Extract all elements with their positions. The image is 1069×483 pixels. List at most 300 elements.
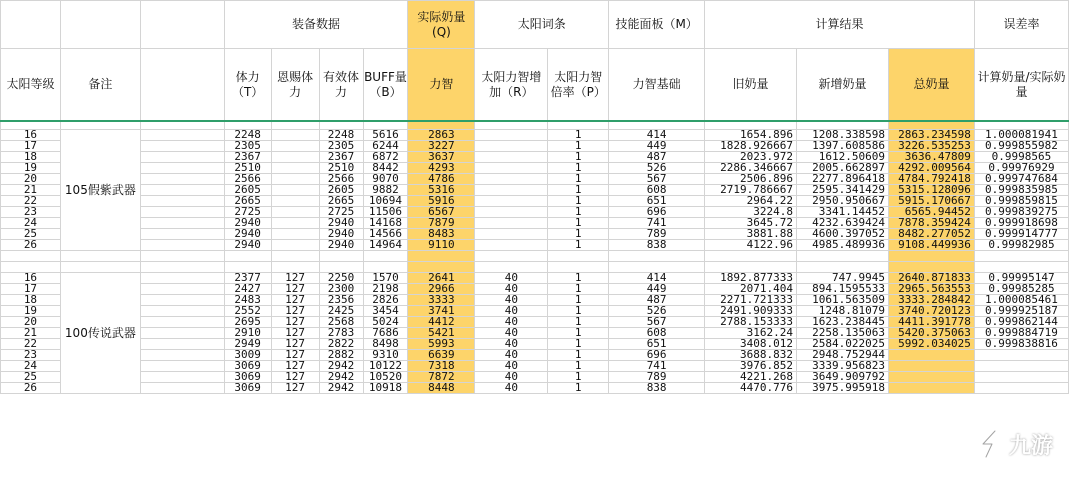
cell-_blank[interactable] (140, 163, 224, 174)
cell-b[interactable]: 9070 (363, 174, 408, 185)
cell-ratio[interactable]: 0.99976929 (974, 163, 1068, 174)
cell-p[interactable]: 1 (548, 317, 609, 328)
cell-total[interactable]: 9108.449936 (888, 240, 974, 251)
cell-new[interactable]: 1208.338598 (797, 130, 889, 141)
cell-_blank[interactable] (140, 218, 224, 229)
cell-q[interactable]: 7318 (408, 361, 475, 372)
cell-r[interactable] (475, 174, 548, 185)
cell-new[interactable]: 4232.639424 (797, 218, 889, 229)
cell-_blank[interactable] (140, 174, 224, 185)
cell-t[interactable]: 2695 (224, 317, 271, 328)
cell-lv[interactable]: 16 (1, 273, 61, 284)
cell-m[interactable]: 838 (609, 240, 705, 251)
cell-r[interactable] (475, 218, 548, 229)
cell-old[interactable]: 3688.832 (705, 350, 797, 361)
cell-g[interactable]: 127 (271, 383, 319, 394)
cell-ratio[interactable]: 0.99982985 (974, 240, 1068, 251)
cell-t[interactable]: 2483 (224, 295, 271, 306)
cell-r[interactable] (475, 152, 548, 163)
cell-p[interactable]: 1 (548, 218, 609, 229)
cell-g[interactable] (271, 207, 319, 218)
cell-total[interactable]: 3636.47809 (888, 152, 974, 163)
cell-lv[interactable]: 17 (1, 284, 61, 295)
cell-p[interactable]: 1 (548, 196, 609, 207)
cell-q[interactable]: 4412 (408, 317, 475, 328)
cell-_blank[interactable] (140, 339, 224, 350)
cell-b[interactable]: 14964 (363, 240, 408, 251)
cell-new[interactable]: 3649.909792 (797, 372, 889, 383)
cell-lv[interactable]: 24 (1, 218, 61, 229)
cell-p[interactable]: 1 (548, 163, 609, 174)
cell-_blank[interactable] (140, 306, 224, 317)
cell-g[interactable] (271, 196, 319, 207)
cell-e[interactable]: 2305 (319, 141, 363, 152)
cell-old[interactable]: 2788.153333 (705, 317, 797, 328)
cell-m[interactable]: 567 (609, 317, 705, 328)
cell-e[interactable]: 2250 (319, 273, 363, 284)
cell-ratio[interactable]: 0.999859815 (974, 196, 1068, 207)
cell-q[interactable]: 8448 (408, 383, 475, 394)
cell-_blank[interactable] (140, 295, 224, 306)
cell-total[interactable]: 5992.034025 (888, 339, 974, 350)
cell-g[interactable]: 127 (271, 284, 319, 295)
cell-r[interactable]: 40 (475, 295, 548, 306)
cell-b[interactable]: 10918 (363, 383, 408, 394)
cell-new[interactable]: 2005.662897 (797, 163, 889, 174)
cell-ratio[interactable]: 0.999855982 (974, 141, 1068, 152)
cell-old[interactable]: 3162.24 (705, 328, 797, 339)
cell-old[interactable]: 2071.404 (705, 284, 797, 295)
cell-total[interactable]: 4292.009564 (888, 163, 974, 174)
cell-ratio[interactable]: 0.999747684 (974, 174, 1068, 185)
cell-ratio[interactable] (974, 372, 1068, 383)
cell-t[interactable]: 3069 (224, 372, 271, 383)
cell-b[interactable]: 2826 (363, 295, 408, 306)
cell-old[interactable]: 2506.896 (705, 174, 797, 185)
cell-lv[interactable]: 20 (1, 174, 61, 185)
cell-t[interactable]: 2367 (224, 152, 271, 163)
cell-t[interactable]: 3069 (224, 383, 271, 394)
cell-b[interactable]: 10122 (363, 361, 408, 372)
cell-total[interactable]: 3333.284842 (888, 295, 974, 306)
cell-b[interactable]: 8498 (363, 339, 408, 350)
cell-e[interactable]: 2940 (319, 229, 363, 240)
cell-r[interactable]: 40 (475, 372, 548, 383)
cell-p[interactable]: 1 (548, 185, 609, 196)
cell-new[interactable]: 894.1595533 (797, 284, 889, 295)
cell-m[interactable]: 696 (609, 207, 705, 218)
cell-q[interactable]: 2863 (408, 130, 475, 141)
cell-p[interactable]: 1 (548, 383, 609, 394)
cell-_blank[interactable] (140, 196, 224, 207)
cell-m[interactable]: 651 (609, 339, 705, 350)
cell-old[interactable]: 3224.8 (705, 207, 797, 218)
cell-old[interactable]: 3408.012 (705, 339, 797, 350)
cell-m[interactable]: 789 (609, 229, 705, 240)
cell-old[interactable]: 2023.972 (705, 152, 797, 163)
cell-g[interactable] (271, 240, 319, 251)
cell-t[interactable]: 2605 (224, 185, 271, 196)
cell-t[interactable]: 2725 (224, 207, 271, 218)
cell-old[interactable]: 4221.268 (705, 372, 797, 383)
cell-b[interactable]: 10694 (363, 196, 408, 207)
cell-total[interactable] (888, 350, 974, 361)
cell-total[interactable]: 3740.720123 (888, 306, 974, 317)
cell-new[interactable]: 4985.489936 (797, 240, 889, 251)
cell-t[interactable]: 2940 (224, 240, 271, 251)
cell-ratio[interactable]: 0.999835985 (974, 185, 1068, 196)
cell-b[interactable]: 6244 (363, 141, 408, 152)
cell-b[interactable]: 10520 (363, 372, 408, 383)
cell-r[interactable]: 40 (475, 383, 548, 394)
cell-old[interactable]: 1892.877333 (705, 273, 797, 284)
cell-total[interactable] (888, 361, 974, 372)
cell-r[interactable]: 40 (475, 350, 548, 361)
cell-lv[interactable]: 26 (1, 383, 61, 394)
cell-g[interactable] (271, 152, 319, 163)
cell-t[interactable]: 2305 (224, 141, 271, 152)
cell-new[interactable]: 747.9945 (797, 273, 889, 284)
cell-g[interactable] (271, 185, 319, 196)
cell-b[interactable]: 6872 (363, 152, 408, 163)
cell-t[interactable]: 2940 (224, 218, 271, 229)
cell-p[interactable]: 1 (548, 350, 609, 361)
cell-e[interactable]: 2300 (319, 284, 363, 295)
cell-g[interactable]: 127 (271, 350, 319, 361)
cell-g[interactable]: 127 (271, 306, 319, 317)
cell-r[interactable]: 40 (475, 361, 548, 372)
cell-t[interactable]: 2910 (224, 328, 271, 339)
cell-total[interactable]: 5420.375063 (888, 328, 974, 339)
cell-m[interactable]: 449 (609, 284, 705, 295)
cell-p[interactable]: 1 (548, 295, 609, 306)
cell-g[interactable]: 127 (271, 372, 319, 383)
cell-old[interactable]: 4122.96 (705, 240, 797, 251)
cell-g[interactable] (271, 163, 319, 174)
cell-lv[interactable]: 18 (1, 295, 61, 306)
cell-old[interactable]: 3645.72 (705, 218, 797, 229)
cell-e[interactable]: 2882 (319, 350, 363, 361)
cell-new[interactable]: 1248.81079 (797, 306, 889, 317)
cell-e[interactable]: 2822 (319, 339, 363, 350)
cell-q[interactable]: 7879 (408, 218, 475, 229)
cell-new[interactable]: 2595.341429 (797, 185, 889, 196)
cell-new[interactable]: 4600.397052 (797, 229, 889, 240)
cell-total[interactable]: 4784.792418 (888, 174, 974, 185)
cell-ratio[interactable]: 0.999839275 (974, 207, 1068, 218)
cell-g[interactable]: 127 (271, 273, 319, 284)
cell-lv[interactable]: 22 (1, 196, 61, 207)
cell-t[interactable]: 2427 (224, 284, 271, 295)
cell-total[interactable]: 5915.170667 (888, 196, 974, 207)
cell-e[interactable]: 2725 (319, 207, 363, 218)
cell-e[interactable]: 2942 (319, 383, 363, 394)
cell-p[interactable]: 1 (548, 152, 609, 163)
cell-r[interactable]: 40 (475, 339, 548, 350)
cell-ratio[interactable]: 1.000085461 (974, 295, 1068, 306)
cell-total[interactable] (888, 383, 974, 394)
cell-m[interactable]: 608 (609, 185, 705, 196)
cell-r[interactable] (475, 240, 548, 251)
cell-q[interactable]: 7872 (408, 372, 475, 383)
cell-_blank[interactable] (140, 317, 224, 328)
cell-b[interactable]: 2198 (363, 284, 408, 295)
cell-q[interactable]: 3637 (408, 152, 475, 163)
cell-p[interactable]: 1 (548, 284, 609, 295)
cell-_blank[interactable] (140, 207, 224, 218)
cell-ratio[interactable] (974, 350, 1068, 361)
cell-g[interactable] (271, 141, 319, 152)
cell-_blank[interactable] (140, 240, 224, 251)
cell-ratio[interactable]: 0.9998565 (974, 152, 1068, 163)
cell-total[interactable]: 7878.359424 (888, 218, 974, 229)
cell-p[interactable]: 1 (548, 306, 609, 317)
cell-total[interactable]: 3226.535253 (888, 141, 974, 152)
cell-m[interactable]: 789 (609, 372, 705, 383)
cell-new[interactable]: 2950.950667 (797, 196, 889, 207)
cell-t[interactable]: 2510 (224, 163, 271, 174)
cell-total[interactable]: 4411.391778 (888, 317, 974, 328)
cell-p[interactable]: 1 (548, 372, 609, 383)
cell-_blank[interactable] (140, 130, 224, 141)
cell-r[interactable] (475, 185, 548, 196)
cell-t[interactable]: 2377 (224, 273, 271, 284)
cell-_blank[interactable] (140, 350, 224, 361)
cell-r[interactable] (475, 207, 548, 218)
cell-p[interactable]: 1 (548, 361, 609, 372)
cell-_blank[interactable] (140, 152, 224, 163)
cell-m[interactable]: 526 (609, 163, 705, 174)
cell-total[interactable]: 6565.94452 (888, 207, 974, 218)
cell-old[interactable]: 4470.776 (705, 383, 797, 394)
cell-m[interactable]: 414 (609, 273, 705, 284)
cell-old[interactable]: 1654.896 (705, 130, 797, 141)
cell-m[interactable]: 449 (609, 141, 705, 152)
cell-p[interactable]: 1 (548, 273, 609, 284)
cell-q[interactable]: 4786 (408, 174, 475, 185)
cell-p[interactable]: 1 (548, 229, 609, 240)
cell-e[interactable]: 2605 (319, 185, 363, 196)
cell-t[interactable]: 2940 (224, 229, 271, 240)
cell-r[interactable] (475, 229, 548, 240)
cell-q[interactable]: 5316 (408, 185, 475, 196)
cell-ratio[interactable]: 0.99985285 (974, 284, 1068, 295)
cell-_blank[interactable] (140, 141, 224, 152)
cell-lv[interactable]: 16 (1, 130, 61, 141)
cell-lv[interactable]: 17 (1, 141, 61, 152)
cell-lv[interactable]: 25 (1, 229, 61, 240)
cell-g[interactable] (271, 218, 319, 229)
cell-p[interactable]: 1 (548, 339, 609, 350)
cell-r[interactable] (475, 130, 548, 141)
cell-q[interactable]: 4293 (408, 163, 475, 174)
cell-q[interactable]: 3227 (408, 141, 475, 152)
cell-total[interactable]: 2965.563553 (888, 284, 974, 295)
cell-t[interactable]: 3009 (224, 350, 271, 361)
cell-new[interactable]: 1623.238445 (797, 317, 889, 328)
cell-e[interactable]: 2942 (319, 361, 363, 372)
cell-lv[interactable]: 22 (1, 339, 61, 350)
cell-old[interactable]: 3976.852 (705, 361, 797, 372)
cell-m[interactable]: 741 (609, 361, 705, 372)
cell-old[interactable]: 2491.909333 (705, 306, 797, 317)
cell-q[interactable]: 5993 (408, 339, 475, 350)
cell-old[interactable]: 2964.22 (705, 196, 797, 207)
cell-b[interactable]: 1570 (363, 273, 408, 284)
cell-ratio[interactable]: 0.999838816 (974, 339, 1068, 350)
cell-p[interactable]: 1 (548, 207, 609, 218)
cell-_blank[interactable] (140, 328, 224, 339)
cell-new[interactable]: 2277.896418 (797, 174, 889, 185)
cell-r[interactable]: 40 (475, 328, 548, 339)
cell-q[interactable]: 5916 (408, 196, 475, 207)
cell-m[interactable]: 741 (609, 218, 705, 229)
cell-e[interactable]: 2568 (319, 317, 363, 328)
cell-e[interactable]: 2510 (319, 163, 363, 174)
cell-ratio[interactable]: 0.999862144 (974, 317, 1068, 328)
cell-r[interactable] (475, 196, 548, 207)
cell-m[interactable]: 696 (609, 350, 705, 361)
cell-e[interactable]: 2367 (319, 152, 363, 163)
cell-g[interactable]: 127 (271, 361, 319, 372)
cell-p[interactable]: 1 (548, 328, 609, 339)
cell-e[interactable]: 2940 (319, 218, 363, 229)
cell-new[interactable]: 1061.563509 (797, 295, 889, 306)
cell-m[interactable]: 608 (609, 328, 705, 339)
cell-p[interactable]: 1 (548, 240, 609, 251)
cell-_blank[interactable] (140, 229, 224, 240)
cell-t[interactable]: 2248 (224, 130, 271, 141)
cell-lv[interactable]: 26 (1, 240, 61, 251)
cell-t[interactable]: 3069 (224, 361, 271, 372)
cell-ratio[interactable]: 0.99995147 (974, 273, 1068, 284)
cell-q[interactable]: 2641 (408, 273, 475, 284)
cell-_blank[interactable] (140, 284, 224, 295)
cell-ratio[interactable]: 0.999884719 (974, 328, 1068, 339)
cell-total[interactable]: 2863.234598 (888, 130, 974, 141)
cell-lv[interactable]: 21 (1, 328, 61, 339)
cell-ratio[interactable] (974, 383, 1068, 394)
cell-q[interactable]: 8483 (408, 229, 475, 240)
cell-e[interactable]: 2783 (319, 328, 363, 339)
group-note[interactable]: 100传说武器 (60, 273, 140, 394)
cell-ratio[interactable]: 0.999925187 (974, 306, 1068, 317)
cell-b[interactable]: 14566 (363, 229, 408, 240)
cell-e[interactable]: 2665 (319, 196, 363, 207)
cell-p[interactable]: 1 (548, 141, 609, 152)
cell-q[interactable]: 6567 (408, 207, 475, 218)
cell-new[interactable]: 2584.022025 (797, 339, 889, 350)
cell-_blank[interactable] (140, 383, 224, 394)
cell-r[interactable]: 40 (475, 306, 548, 317)
cell-g[interactable] (271, 130, 319, 141)
cell-b[interactable]: 9882 (363, 185, 408, 196)
cell-lv[interactable]: 21 (1, 185, 61, 196)
cell-t[interactable]: 2566 (224, 174, 271, 185)
cell-q[interactable]: 5421 (408, 328, 475, 339)
group-note[interactable]: 105假紫武器 (60, 130, 140, 251)
cell-p[interactable]: 1 (548, 130, 609, 141)
cell-lv[interactable]: 23 (1, 350, 61, 361)
cell-g[interactable] (271, 229, 319, 240)
cell-e[interactable]: 2356 (319, 295, 363, 306)
cell-b[interactable]: 3454 (363, 306, 408, 317)
cell-lv[interactable]: 25 (1, 372, 61, 383)
cell-lv[interactable]: 19 (1, 306, 61, 317)
cell-ratio[interactable]: 1.000081941 (974, 130, 1068, 141)
cell-ratio[interactable]: 0.999918698 (974, 218, 1068, 229)
cell-r[interactable]: 40 (475, 317, 548, 328)
cell-lv[interactable]: 20 (1, 317, 61, 328)
cell-e[interactable]: 2248 (319, 130, 363, 141)
cell-r[interactable] (475, 163, 548, 174)
cell-total[interactable] (888, 372, 974, 383)
cell-t[interactable]: 2949 (224, 339, 271, 350)
cell-new[interactable]: 1612.50609 (797, 152, 889, 163)
cell-e[interactable]: 2942 (319, 372, 363, 383)
cell-e[interactable]: 2940 (319, 240, 363, 251)
cell-new[interactable]: 1397.608586 (797, 141, 889, 152)
cell-lv[interactable]: 23 (1, 207, 61, 218)
cell-e[interactable]: 2566 (319, 174, 363, 185)
cell-r[interactable]: 40 (475, 273, 548, 284)
cell-r[interactable] (475, 141, 548, 152)
cell-_blank[interactable] (140, 372, 224, 383)
cell-b[interactable]: 7686 (363, 328, 408, 339)
cell-ratio[interactable]: 0.999914777 (974, 229, 1068, 240)
cell-total[interactable]: 2640.871833 (888, 273, 974, 284)
cell-old[interactable]: 1828.926667 (705, 141, 797, 152)
cell-b[interactable]: 5616 (363, 130, 408, 141)
cell-ratio[interactable] (974, 361, 1068, 372)
cell-t[interactable]: 2552 (224, 306, 271, 317)
cell-g[interactable] (271, 174, 319, 185)
cell-b[interactable]: 9310 (363, 350, 408, 361)
cell-r[interactable]: 40 (475, 284, 548, 295)
cell-m[interactable]: 651 (609, 196, 705, 207)
cell-g[interactable]: 127 (271, 339, 319, 350)
cell-lv[interactable]: 18 (1, 152, 61, 163)
cell-q[interactable]: 2966 (408, 284, 475, 295)
cell-m[interactable]: 838 (609, 383, 705, 394)
cell-new[interactable]: 3975.995918 (797, 383, 889, 394)
cell-q[interactable]: 3333 (408, 295, 475, 306)
cell-b[interactable]: 5024 (363, 317, 408, 328)
cell-b[interactable]: 14168 (363, 218, 408, 229)
cell-lv[interactable]: 24 (1, 361, 61, 372)
cell-old[interactable]: 2719.786667 (705, 185, 797, 196)
cell-_blank[interactable] (140, 185, 224, 196)
cell-total[interactable]: 5315.128096 (888, 185, 974, 196)
cell-t[interactable]: 2665 (224, 196, 271, 207)
cell-m[interactable]: 567 (609, 174, 705, 185)
cell-q[interactable]: 9110 (408, 240, 475, 251)
cell-new[interactable]: 2258.135063 (797, 328, 889, 339)
cell-old[interactable]: 2286.346667 (705, 163, 797, 174)
cell-_blank[interactable] (140, 273, 224, 284)
cell-e[interactable]: 2425 (319, 306, 363, 317)
cell-b[interactable]: 8442 (363, 163, 408, 174)
cell-new[interactable]: 3339.956823 (797, 361, 889, 372)
cell-lv[interactable]: 19 (1, 163, 61, 174)
cell-g[interactable]: 127 (271, 295, 319, 306)
cell-q[interactable]: 3741 (408, 306, 475, 317)
cell-m[interactable]: 487 (609, 295, 705, 306)
cell-old[interactable]: 2271.721333 (705, 295, 797, 306)
cell-q[interactable]: 6639 (408, 350, 475, 361)
cell-g[interactable]: 127 (271, 317, 319, 328)
cell-m[interactable]: 487 (609, 152, 705, 163)
